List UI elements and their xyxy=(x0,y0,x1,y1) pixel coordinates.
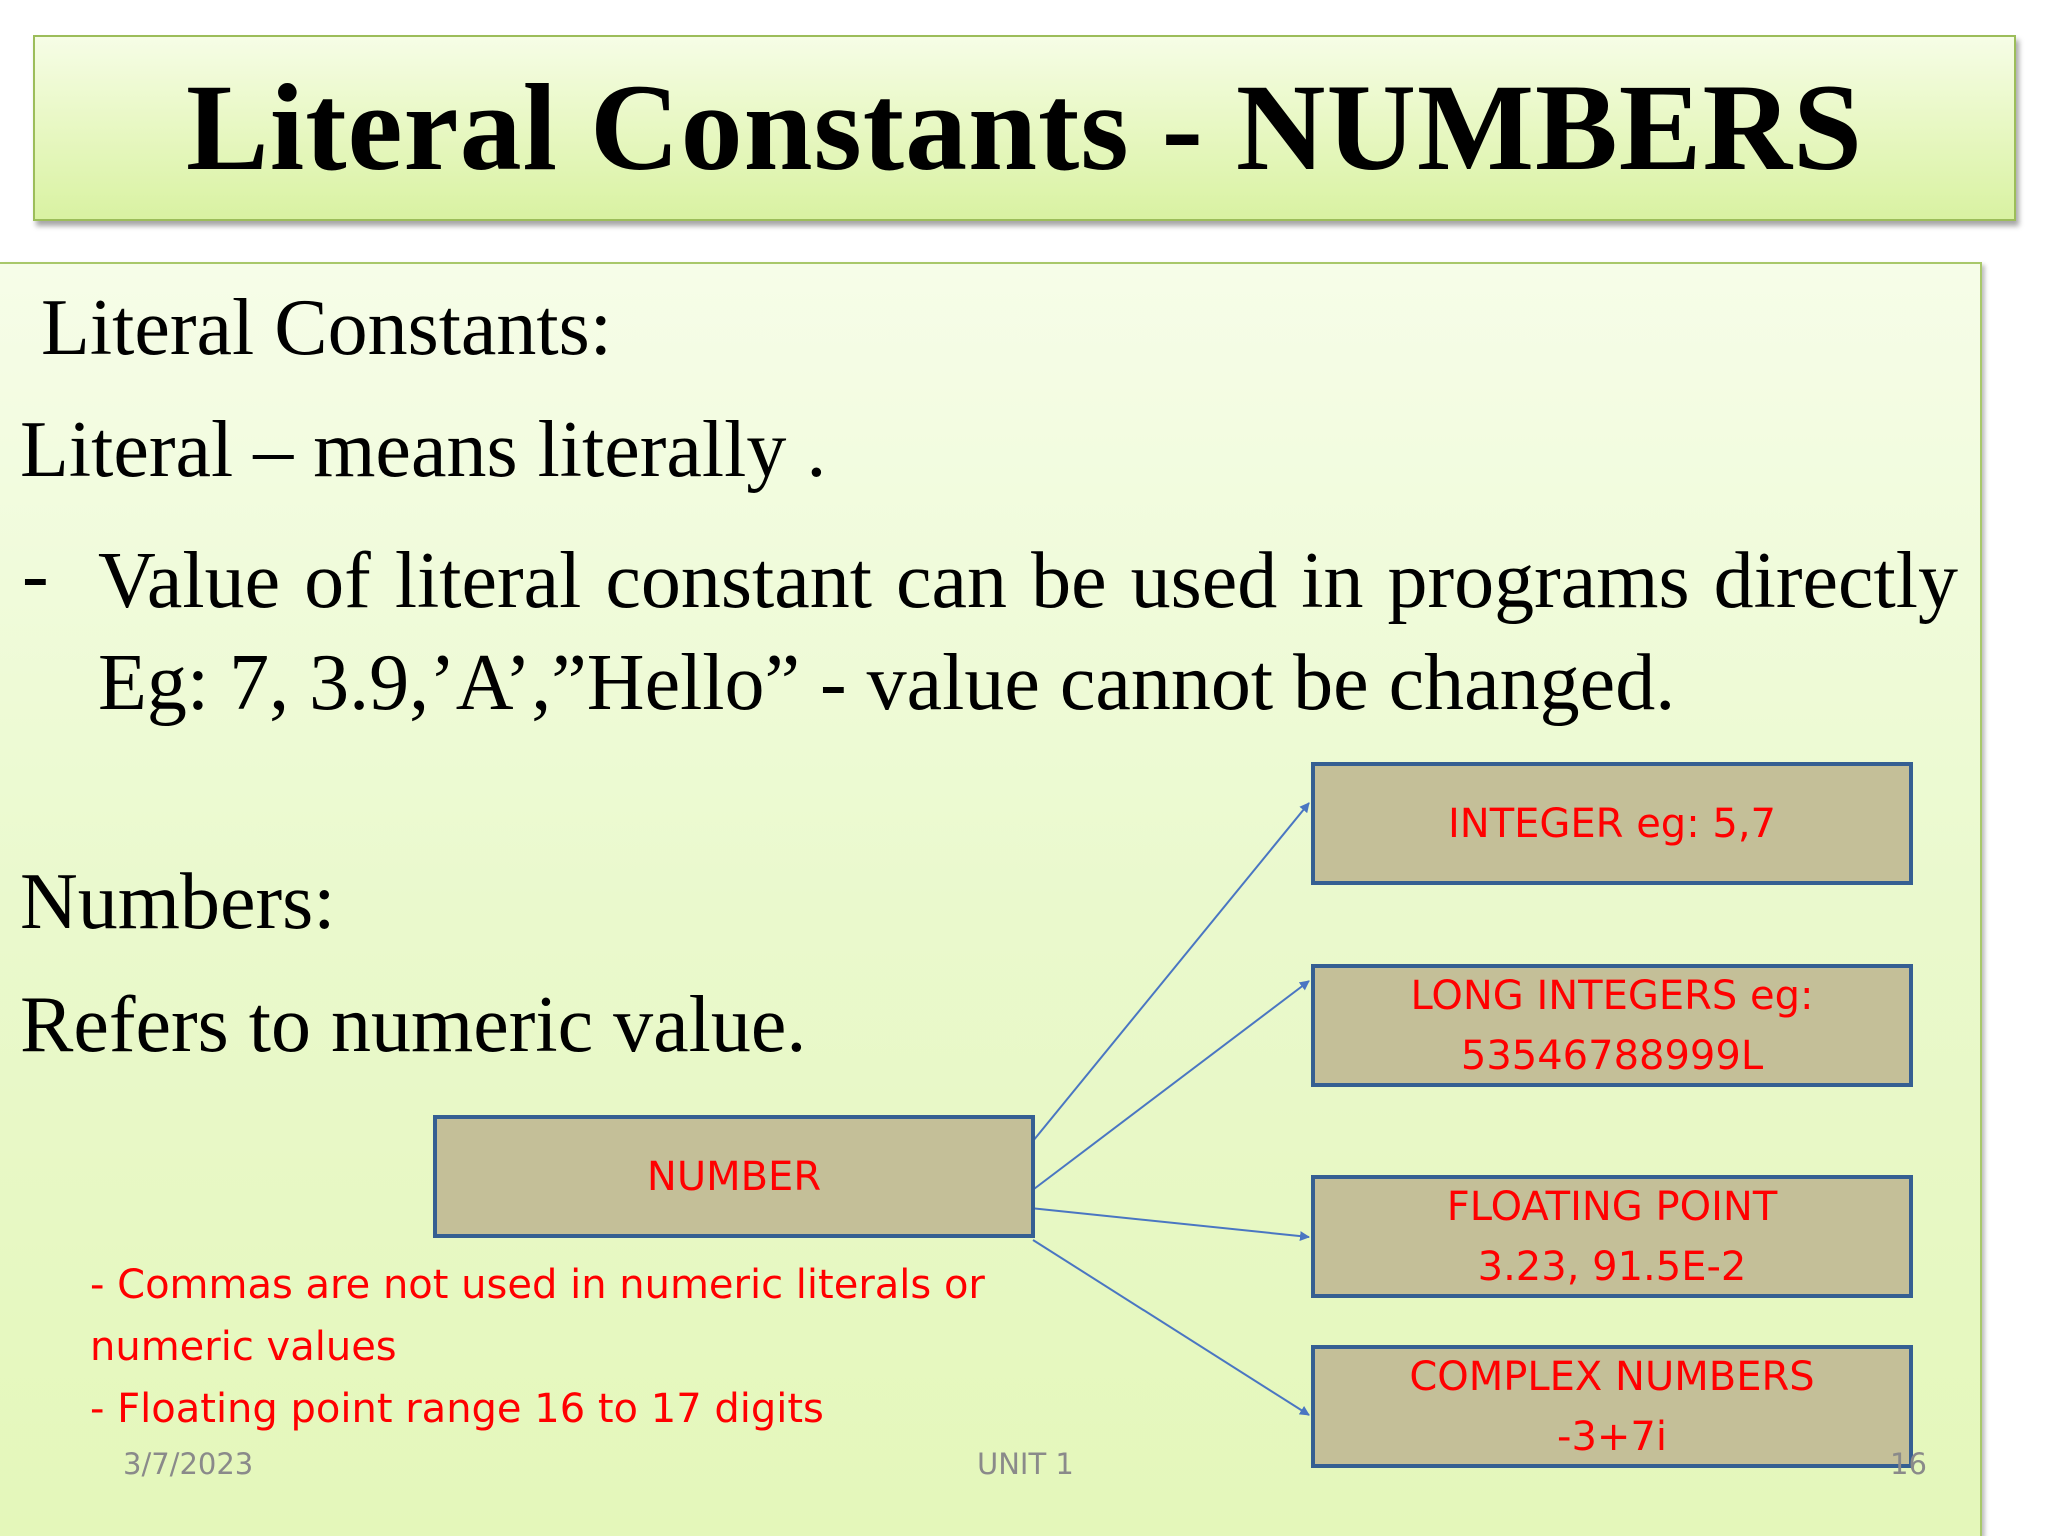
notes-block xyxy=(90,1254,985,1440)
long-integers-line2: 53546788999L xyxy=(1460,1032,1764,1079)
slide-title: Literal Constants - NUMBERS xyxy=(186,59,1863,196)
floating-point-line1: FLOATING POINT xyxy=(1446,1183,1778,1230)
heading-literal-constants: Literal Constants: xyxy=(41,284,613,372)
note-line-2: numeric values xyxy=(90,1324,397,1370)
note-line-3: - Floating point range 16 to 17 digits xyxy=(90,1386,824,1432)
integer-label: INTEGER eg: 5,7 xyxy=(1447,800,1776,847)
floating-point-box xyxy=(1311,1175,1913,1298)
number-box xyxy=(433,1115,1035,1238)
footer-unit: UNIT 1 xyxy=(977,1447,1074,1481)
number-label: NUMBER xyxy=(646,1153,822,1200)
heading-numbers: Numbers: xyxy=(20,858,336,946)
footer-page-number: 16 xyxy=(1890,1447,1927,1481)
title-banner xyxy=(33,35,2016,221)
long-integers-box xyxy=(1311,964,1913,1087)
note-line-1: - Commas are not used in numeric literals or xyxy=(90,1262,985,1308)
complex-numbers-line2: -3+7i xyxy=(1557,1413,1667,1460)
literal-definition: Literal – means literally . xyxy=(20,406,827,494)
numbers-definition: Refers to numeric value. xyxy=(20,981,807,1069)
complex-numbers-box xyxy=(1311,1345,1913,1468)
bullet-dash: - xyxy=(22,531,49,619)
complex-numbers-line1: COMPLEX NUMBERS xyxy=(1409,1353,1815,1400)
footer-date: 3/7/2023 xyxy=(123,1447,254,1481)
floating-point-line2: 3.23, 91.5E-2 xyxy=(1477,1243,1747,1290)
integer-box xyxy=(1311,762,1913,885)
literal-value-text: Value of literal constant can be used in programs directly Eg: 7, 3.9,’A’,”Hello” - value cannot be changed. xyxy=(98,537,1958,727)
long-integers-line1: LONG INTEGERS eg: xyxy=(1410,972,1814,1019)
